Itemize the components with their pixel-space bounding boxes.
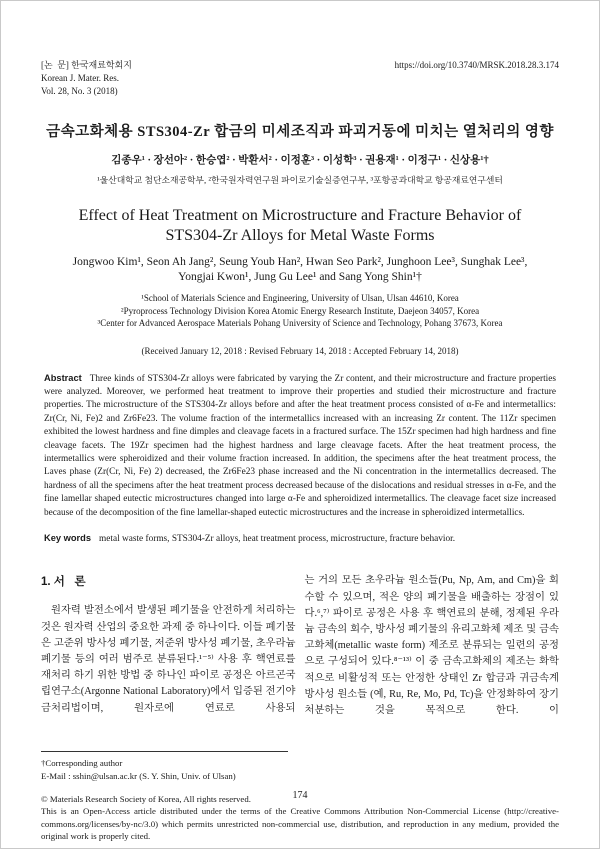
footnote-section xyxy=(41,751,559,782)
copyright-line: © Materials Research Society of Korea, All rights reserved. xyxy=(41,794,251,805)
article-body xyxy=(41,573,559,719)
journal-info xyxy=(41,59,132,98)
left-column xyxy=(41,573,296,719)
received-revised-accepted: (Received January 12, 2018 : Revised February 14, 2018 : Accepted February 14, 2018) xyxy=(141,345,459,356)
doi-link: https://doi.org/10.3740/MRSK.2018.28.3.174 xyxy=(394,60,559,70)
authors-korean: 김종우¹ · 장선아² · 한승엽² · 박환서² · 이정훈³ · 이성학³ · 권용재¹ · 이정구¹ · 신상용¹† xyxy=(111,155,489,166)
section-1-heading: 1. 서 론 xyxy=(41,576,86,589)
affiliations-korean: ¹울산대학교 첨단소재공학부, ²한국원자력연구원 파이로기술실증연구부, ³포항공과대학교 항공재료연구센터 xyxy=(97,175,503,185)
affiliation-line: ²Pyroprocess Technology Division Korea Atomic Energy Research Institute, Daejeon 34057, Korea xyxy=(120,305,480,316)
affiliation-line: ¹School of Materials Science and Engineering, University of Ulsan, Ulsan 44610, Korea xyxy=(141,293,459,303)
article-category: [논 문] 한국재료학회지 xyxy=(41,60,132,70)
corresponding-author-email: E-Mail : sshin@ulsan.ac.kr (S. Y. Shin, Univ. of Ulsan) xyxy=(41,770,236,781)
abstract-label: Abstract xyxy=(44,372,82,383)
abstract-section xyxy=(41,372,559,520)
title-english: Effect of Heat Treatment on Microstructure and Fracture Behavior of STS304-Zr Alloys for Metal Waste Forms xyxy=(78,207,522,244)
intro-paragraph-right: 는 거의 모든 초우라늄 원소들(Pu, Np, Am, and Cm)을 회수할 수 있으며, 적은 양의 폐기물을 배출하는 장점이 있다.⁶,⁷⁾ 파이로 공정은 사용 후 핵연료의 분해, 정제된 우라늄 금속의 회수, 방사성 폐기물의 유리고화체 제조 및 금속고화체(metallic waste form) 제조로 분류되는 일련의 공정으로 구성되어 있다.⁸⁻¹³⁾ 이 중 금속고화체의 제조는 화학적으로 비활성적 또는 안정한 상태인 Zr 합금과 귀금속계 방사성 원소들 (예, Ru, Re, Mo, Pd, Tc)을 안정화하여 장기 처분하는 것을 목적으로 한다. 이 xyxy=(304,575,559,716)
corresponding-author-note: †Corresponding author xyxy=(41,758,123,769)
volume-issue: Vol. 28, No. 3 (2018) xyxy=(41,86,118,96)
keywords-label: Key words xyxy=(44,532,92,543)
page-number: 174 xyxy=(292,790,308,801)
title-korean: 금속고화체용 STS304-Zr 합금의 미세조직과 파괴거동에 미치는 열처리의 영향 xyxy=(46,124,554,140)
affiliation-line: ³Center for Advanced Aerospace Materials Pohang University of Science and Technology, Pohang 37673, Korea xyxy=(97,318,503,328)
right-column xyxy=(305,573,560,719)
abstract-text: Three kinds of STS304-Zr alloys were fabricated by varying the Zr content, and their microstructure and fracture properties were analyzed. Moreover, we performed heat treatment to improve their properties and studied their microstructure and fracture properties. The microstructure of the STS304-Zr alloys before and after the heat treatment process consisted of α-Fe and intermetallics: Zr(Cr, Ni, Fe)2 and Zr6Fe23. The volume fraction of the intermetallics increased with an increasing Zr content. The 11Zr specimen exhibited the lowest hardness and fine dimples and cleavage facets in a fractured surface. The 15Zr specimen had high hardness and fine cleavage facets. The 19Zr specimen had the highest hardness and large cleavage facets. After the heat treatment process, the intermetallics were spheroidized and their volume fraction increased. In addition, the specimens after the heat treatment process, the Laves phase (Zr(Cr, Ni, Fe) 2) decreased, the Zr6Fe23 phase increased and the Ni concentration in the intermetallics decreased. The hardness of all the specimens after the heat treatment process decreased because of the dislocations and residual stresses in α-Fe, and the fine lamellar shaped eutectic microstructures changed into large α-Fe and spheroidized intermetallics. The cleavage facet size increased because of the decomposition of the fine lamellar-shaped eutectic microstructures and the increase in spheroidized intermetallics. xyxy=(44,373,556,518)
page-header xyxy=(41,59,559,98)
keywords-text: metal waste forms, STS304-Zr alloys, heat treatment process, microstructure, fracture behavior. xyxy=(99,533,456,544)
affiliations-english xyxy=(41,292,559,330)
journal-abbrev: Korean J. Mater. Res. xyxy=(41,73,119,83)
license-text: This is an Open-Access article distributed under the terms of the Creative Commons Attribution Non-Commercial License (http://creative-commons.org/licenses/by-nc/3.0) which permits unrestricted non-commercial use, distribution, and reproduction in any medium, provided the original work is properly cited. xyxy=(41,806,559,841)
keywords-section xyxy=(41,532,559,546)
footnote-divider xyxy=(41,751,288,752)
intro-paragraph-left: 원자력 발전소에서 발생된 폐기물을 안전하게 처리하는 것은 원자력 산업의 중요한 과제 중 하나이다. 이들 폐기물은 고준위 방사성 폐기물, 저준위 방사성 폐기물, 초우라늄 폐기물 등의 여러 범주로 분류된다.¹⁻⁵⁾ 사용 후 핵연료를 재처리 하기 위한 방법 중 하나인 파이로 공정은 아르곤국립연구소(Argonne National Laboratory)에서 입증된 전기야금처리법이며, 원자로에 연료로 사용되 xyxy=(41,605,296,714)
authors-english: Jongwoo Kim¹, Seon Ah Jang², Seung Youb Han², Hwan Seo Park², Junghoon Lee³, Sunghak Lee³, Yongjai Kwon¹, Jung Gu Lee¹ and Sang Yong Shin¹† xyxy=(72,256,528,283)
